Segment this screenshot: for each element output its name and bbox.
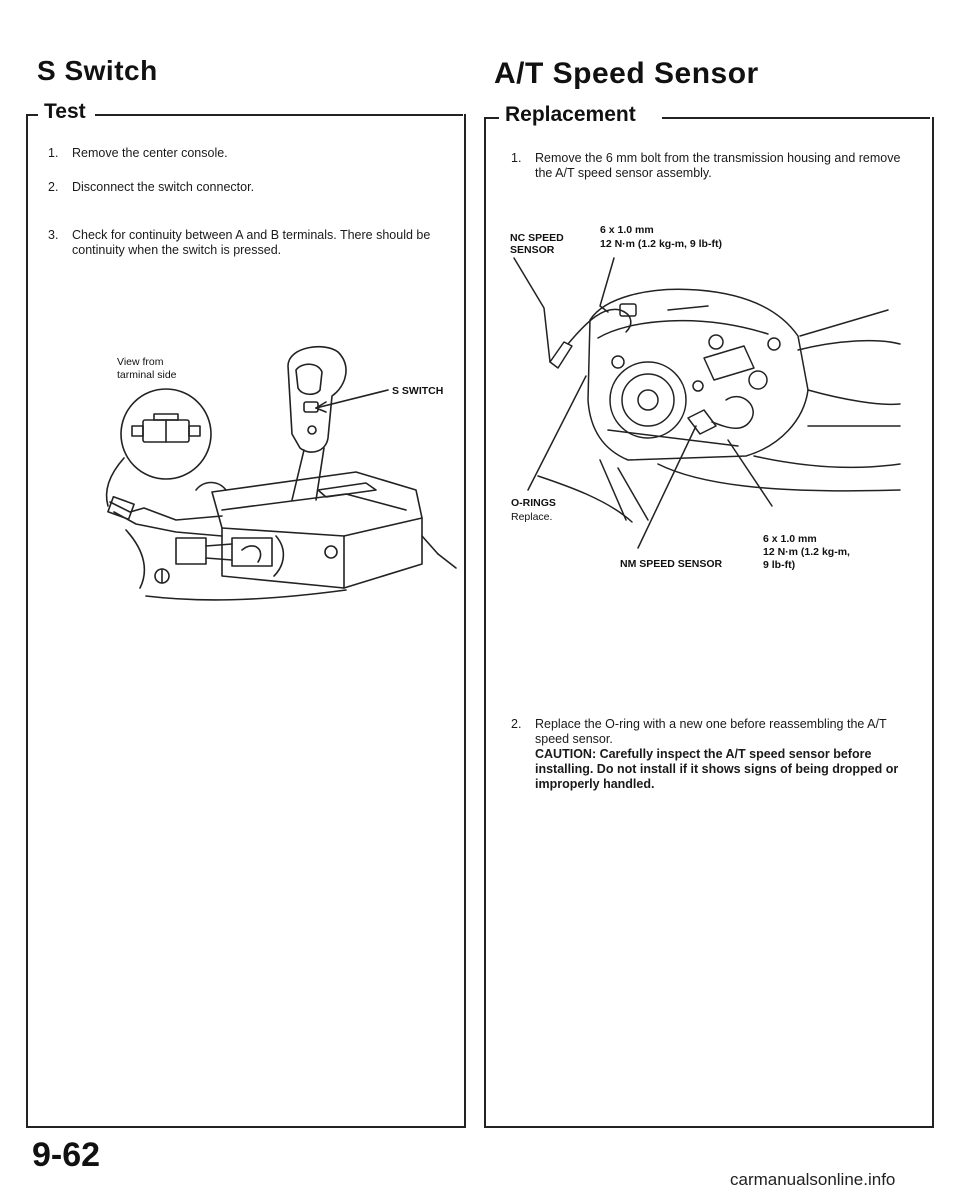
s-switch-callout: S SWITCH xyxy=(392,385,444,397)
step-text: Replace the O-ring with a new one before reassembling the A/T speed sensor. xyxy=(535,717,887,746)
left-section-heading: Test xyxy=(38,100,92,124)
nc-speed-sensor-label-line-1: NC SPEED xyxy=(510,232,564,244)
page-number: 9-62 xyxy=(32,1136,101,1174)
nc-speed-sensor-label-line-2: SENSOR xyxy=(510,244,555,256)
terminal-side-label: tarminal side xyxy=(117,369,177,381)
right-step-1 xyxy=(511,151,915,181)
bolt-torque-bottom-label-2: 9 lb-ft) xyxy=(763,559,796,571)
step-number: 1. xyxy=(48,146,59,160)
right-step-2 xyxy=(511,717,915,792)
o-rings-replace-label: Replace. xyxy=(511,511,553,523)
step-text: Remove the 6 mm bolt from the transmission housing and remove the A/T speed sensor assembly. xyxy=(535,151,901,180)
step-text: Check for continuity between A and B terminals. There should be continuity when the switch is pressed. xyxy=(72,228,431,257)
right-page-title: A/T Speed Sensor xyxy=(494,57,759,90)
left-page-title: S Switch xyxy=(37,55,158,86)
speed-sensor-illustration xyxy=(508,250,908,550)
left-step-1 xyxy=(48,146,453,161)
bolt-torque-bottom-label-1: 12 N·m (1.2 kg-m, xyxy=(763,546,850,558)
right-section-heading: Replacement xyxy=(499,103,642,127)
watermark-text: carmanualsonline.info xyxy=(730,1170,896,1189)
left-step-2 xyxy=(48,180,453,195)
step-number: 2. xyxy=(48,180,59,194)
step-number: 1. xyxy=(511,151,522,165)
nm-speed-sensor-label: NM SPEED SENSOR xyxy=(620,558,723,570)
step-number: 3. xyxy=(48,228,59,242)
bolt-size-top-label: 6 x 1.0 mm xyxy=(600,224,654,236)
left-step-3 xyxy=(48,228,453,258)
view-from-label: View from xyxy=(117,356,164,368)
bolt-size-bottom-label: 6 x 1.0 mm xyxy=(763,533,817,545)
step-text: Disconnect the switch connector. xyxy=(72,180,255,194)
step-number: 2. xyxy=(511,717,522,731)
left-section-box xyxy=(26,114,466,1128)
caution-text: CAUTION: Carefully inspect the A/T speed sensor before installing. Do not install if it shows signs of being dropped or improperly handled. xyxy=(535,747,899,791)
step-text: Remove the center console. xyxy=(72,146,228,160)
o-rings-label: O-RINGS xyxy=(511,497,556,509)
s-switch-illustration xyxy=(26,340,456,600)
bolt-torque-top-label: 12 N·m (1.2 kg-m, 9 lb-ft) xyxy=(600,238,722,250)
